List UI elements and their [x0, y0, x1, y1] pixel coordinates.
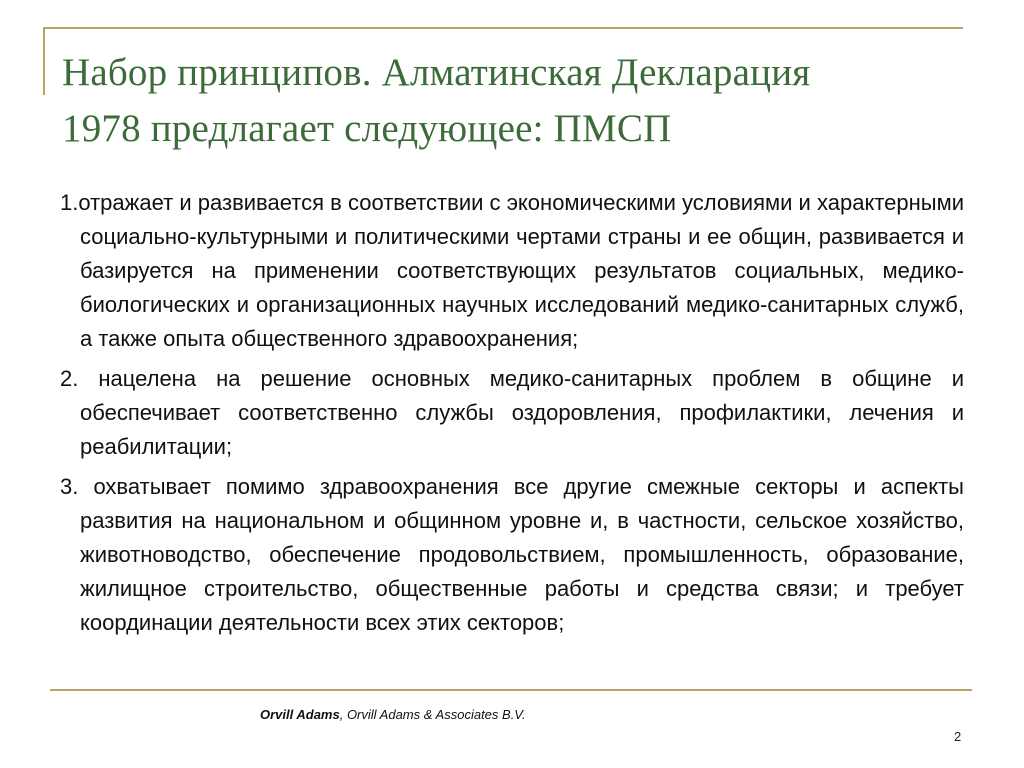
- slide-title-line1: Набор принципов. Алматинская Декларация: [62, 51, 811, 94]
- footer-affiliation: , Orvill Adams & Associates B.V.: [339, 707, 526, 722]
- principle-item-3: 3. охватывает помимо здравоохранения все другие смежные секторы и аспекты развития на национальном и общинном уровне и, в частности, сельское хозяйство, животноводство, обеспечение продовольствием, промышленность, образование, жилищное строительство, общественные работы и средства связи; и требует координации деятельности всех этих секторов;: [60, 474, 964, 635]
- footer-credit: [260, 707, 526, 722]
- left-rule: [43, 27, 45, 95]
- slide-title-line2: 1978 предлагает следующее: ПМСП: [62, 107, 672, 150]
- principle-item-2: 2. нацелена на решение основных медико-санитарных проблем в общине и обеспечивает соответственно службы оздоровления, профилактики, лечения и реабилитации;: [60, 366, 964, 459]
- principle-item-1: 1.отражает и развивается в соответствии с экономическими условиями и характерными социально-культурными и политическими чертами страны и ее общин, развивается и базируется на применении соответствующих результатов социальных, медико-биологических и организационных научных исследований медико-санитарных служб, а также опыта общественного здравоохранения;: [60, 190, 964, 351]
- principles-list: [60, 186, 964, 646]
- slide-title: [62, 45, 962, 157]
- bottom-rule: [50, 689, 972, 691]
- footer-author: Orvill Adams: [260, 707, 340, 722]
- page-number: 2: [954, 729, 962, 744]
- top-rule: [43, 27, 963, 29]
